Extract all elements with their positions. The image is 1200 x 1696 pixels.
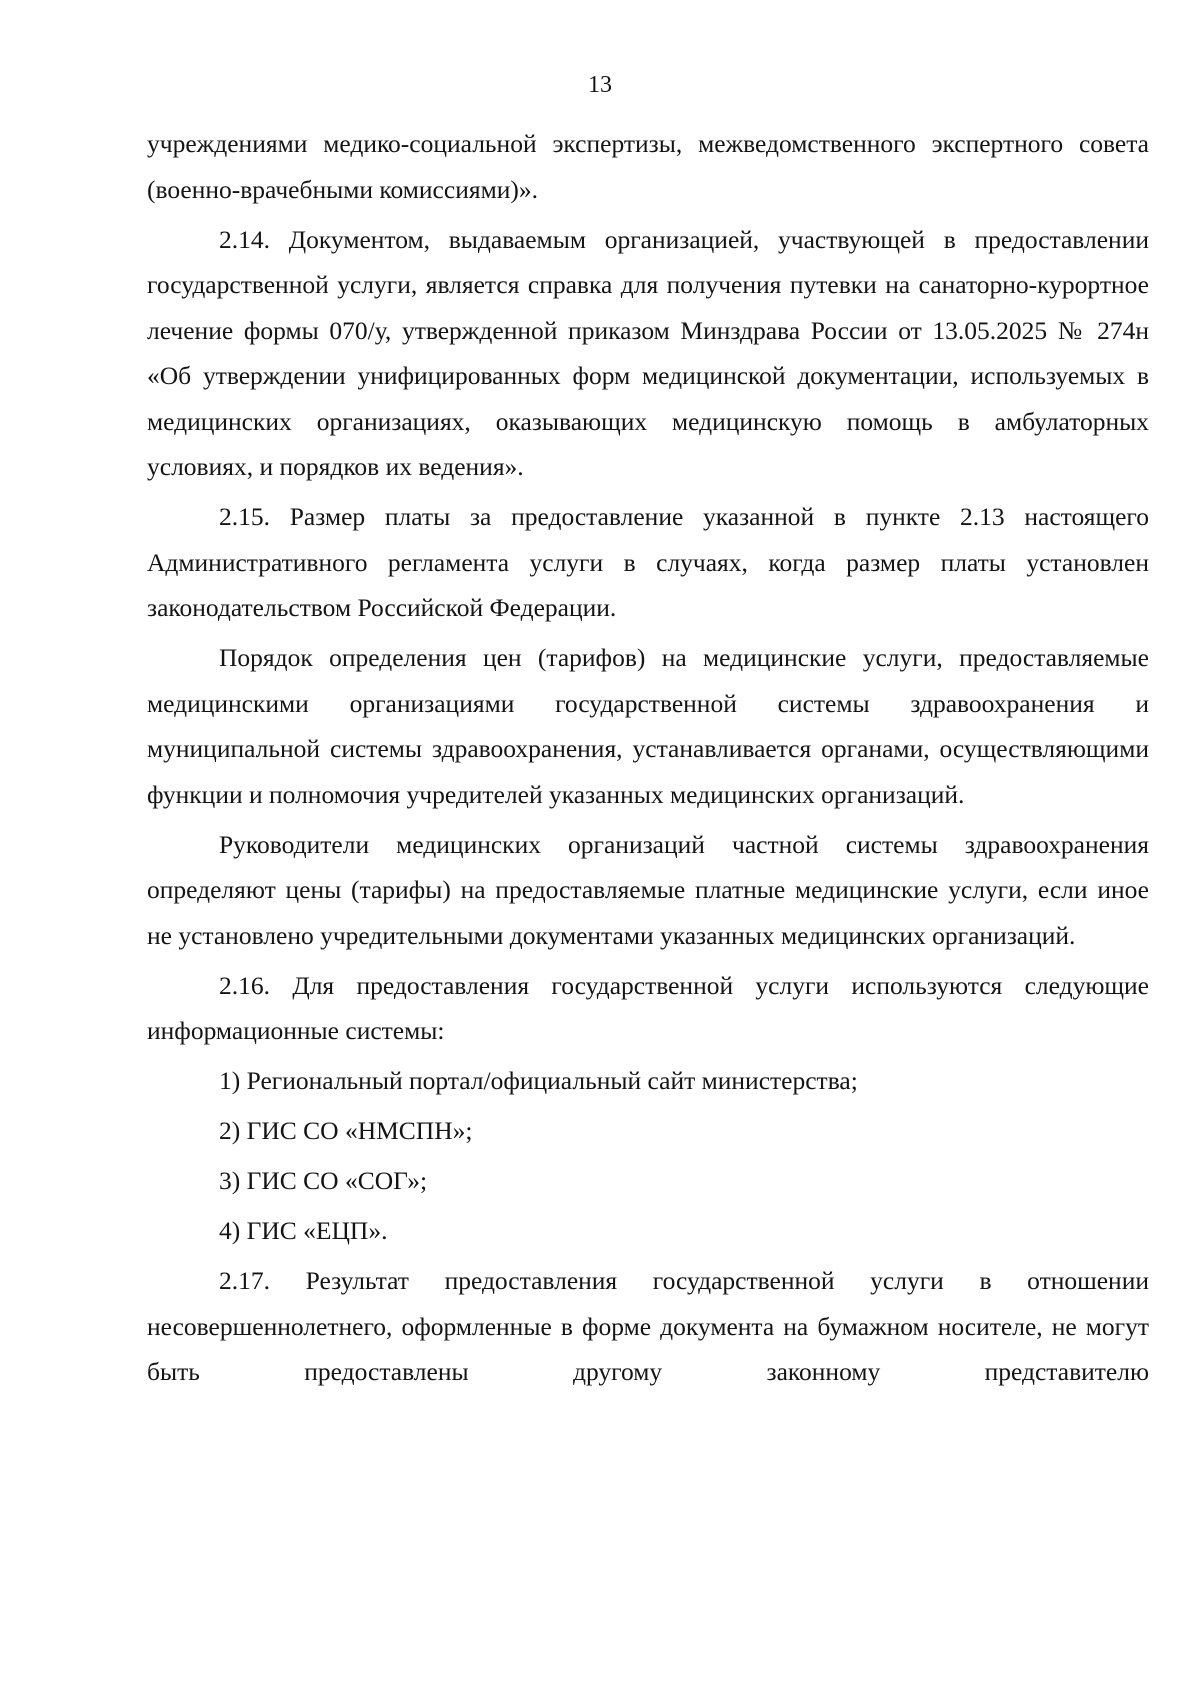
list-item: 3) ГИС СО «СОГ»; (219, 1166, 428, 1195)
document-body (147, 121, 1149, 1399)
list-item: 4) ГИС «ЕЦП». (219, 1216, 388, 1245)
paragraph-2-16: 2.16. Для предоставления государственной услуги используются следующие информационные системы: (147, 970, 1149, 1045)
list-item: 1) Региональный портал/официальный сайт министерства; (219, 1066, 858, 1095)
paragraph-pricing-order: Порядок определения цен (тарифов) на медицинские услуги, предоставляемые медицинскими организациями государственной системы здравоохранения и муниципальной системы здравоохранения, устанавливается органами, осуществляющими функции и полномочия учредителей указанных медицинских организаций. (147, 643, 1149, 809)
paragraph-private-clinics: Руководители медицинских организаций частной системы здравоохранения определяют цены (тарифы) на предоставляемые платные медицинские услуги, если иное не установлено учредительными документами указанных медицинских организаций. (147, 829, 1149, 950)
paragraph-2-17: 2.17. Результат предоставления государственной услуги в отношении несовершеннолетнего, оформленные в форме документа на бумажном носителе, не могут быть предоставлены другому законному представителю (147, 1266, 1149, 1386)
paragraph-continuation: учреждениями медико-социальной экспертизы, межведомственного экспертного совета (военно-врачебными комиссиями)». (147, 129, 1149, 204)
list-item: 2) ГИС СО «НМСПН»; (219, 1116, 473, 1145)
page-number: 13 (588, 72, 612, 98)
paragraph-2-14: 2.14. Документом, выдаваемым организацией, участвующей в предоставлении государственной услуги, является справка для получения путевки на санаторно-курортное лечение формы 070/у, утвержденной приказом Минздрава России от 13.05.2025 № 274н «Об утверждении унифицированных форм медицинской документации, используемых в медицинских организациях, оказывающих медицинскую помощь в амбулаторных условиях, и порядков их ведения». (147, 224, 1149, 481)
paragraph-2-15: 2.15. Размер платы за предоставление указанной в пункте 2.13 настоящего Административного регламента услуги в случаях, когда размер платы установлен законодательством Российской Федерации. (147, 502, 1149, 622)
